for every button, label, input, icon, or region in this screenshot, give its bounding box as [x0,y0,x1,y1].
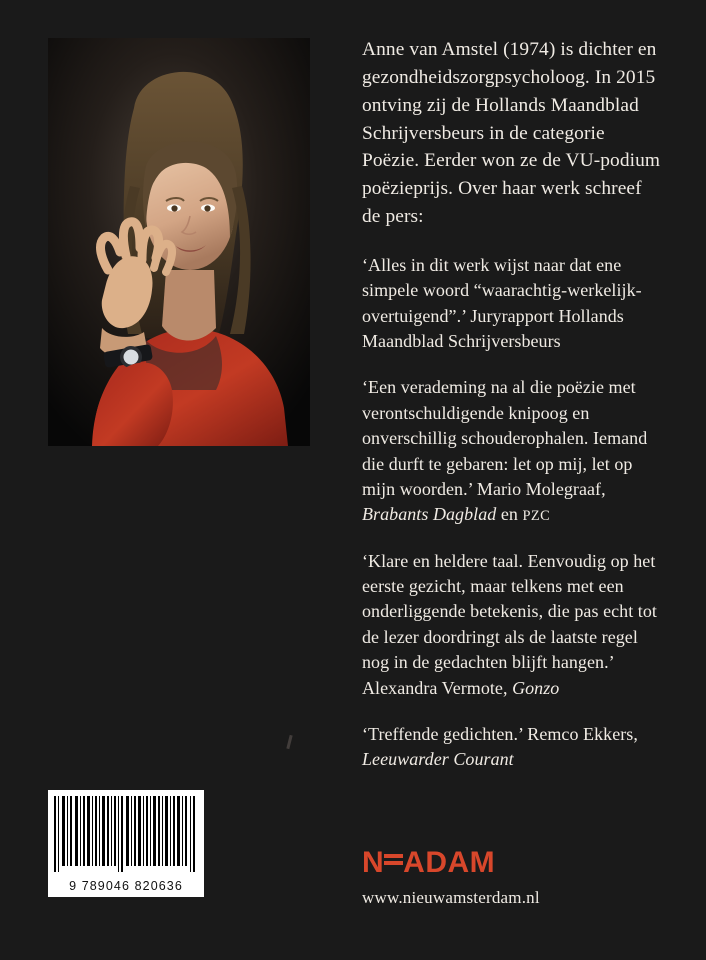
press-quote-2 [362,375,662,527]
press-quote-3-text: ‘Klare en heldere taal. Eenvoudig op het eerste gezicht, maar telkens met een onderliggende betekenis, die pas echt tot de lezer doordringt als de laatste regel nog in de gedachten blijft hangen.’ Alexandra Vermote, [362,550,657,698]
press-quote-1: ‘Alles in dit werk wijst naar dat ene simpele woord “waarachtig-werkelijk-overtuigend”.’ Juryrapport Hollands Maandblad Schrijversbeurs [362,254,642,352]
publisher-logo [362,848,495,878]
press-quote-2-text: ‘Een verademing na al die poëzie met verontschuldigende knipoog en onverschillig schouderophalen. Iemand die durft te gebaren: let op mij, let op mijn woorden.’ Mario Molegraaf, [362,377,648,499]
publisher-logo-equals-icon [384,851,403,868]
press-quote-2-source: Brabants Dagblad [362,504,497,525]
press-quote-4-source: Leeuwarder Courant [362,749,514,770]
barcode-image [48,790,204,878]
author-bio: Anne van Amstel (1974) is dichter en gezondheidszorgpsycholoog. In 2015 ontving zij de Hollands Maandblad Schrijversbeurs in de categorie Poëzie. Eerder won ze de VU-podium poëzieprijs. Over haar werk schreef de pers: [362,39,661,228]
isbn-number: 9 789046 820636 [48,878,204,897]
press-quote-3 [362,549,662,701]
press-quote-4 [362,722,662,773]
publisher-block [362,848,662,908]
back-cover-text-column [362,36,662,773]
press-quote-2-conjunction: en [496,504,523,525]
press-quote-2-source-secondary: PZC [522,508,551,525]
publisher-logo-n: N [362,846,385,879]
press-quote-4-text: ‘Treffende gedichten.’ Remco Ekkers, [362,723,638,744]
isbn-barcode [48,790,204,897]
publisher-url: www.nieuwamsterdam.nl [362,888,540,907]
author-portrait-photo [48,38,310,446]
print-mark [286,735,292,749]
publisher-logo-adam: ADAM [403,846,496,879]
press-quote-3-source: Gonzo [512,677,560,698]
